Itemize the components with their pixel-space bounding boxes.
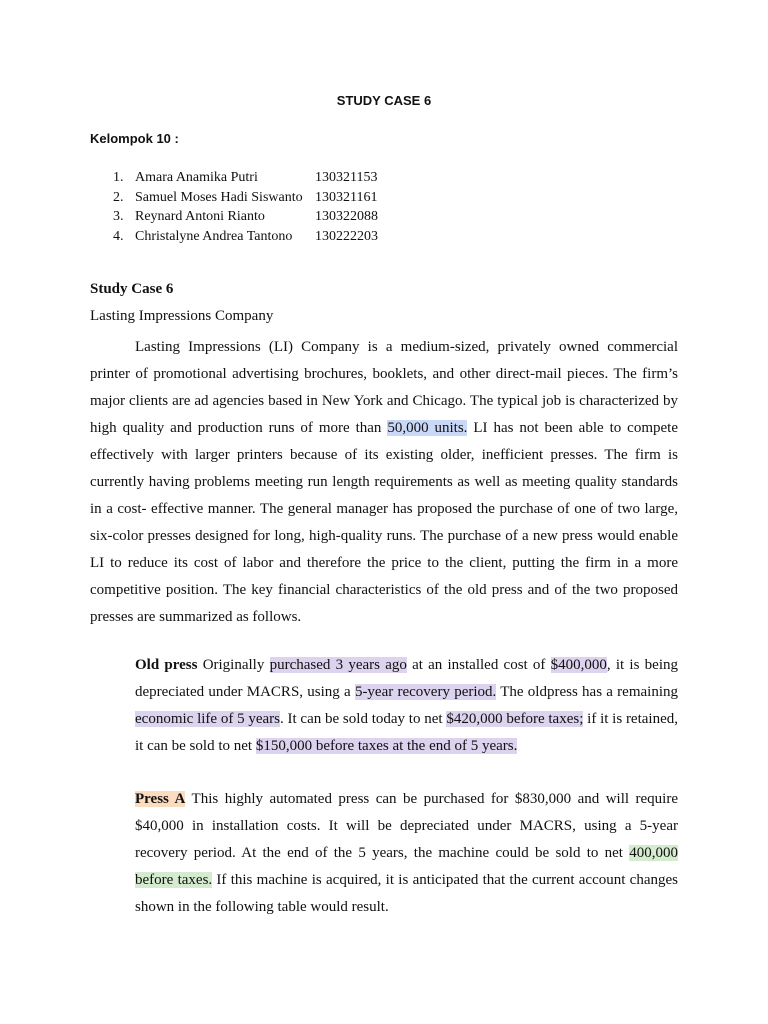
member-number: 1. xyxy=(113,170,124,185)
old-press-text: Originally xyxy=(197,657,270,673)
member-list xyxy=(113,168,378,246)
highlight-purchased: purchased 3 years ago xyxy=(269,657,407,673)
member-name: Amara Anamika Putri xyxy=(135,170,258,185)
company-name: Lasting Impressions Company xyxy=(90,308,274,324)
member-id: 130321161 xyxy=(315,189,378,205)
member-number: 2. xyxy=(113,189,124,205)
member-row xyxy=(113,168,378,188)
member-row xyxy=(113,188,378,208)
member-row xyxy=(113,207,378,227)
highlight-installed-cost: $400,000 xyxy=(550,657,607,673)
intro-paragraph xyxy=(90,334,678,631)
old-press-paragraph xyxy=(135,652,678,760)
highlight-recovery-period: 5-year recovery period. xyxy=(354,684,497,700)
document-title: STUDY CASE 6 xyxy=(336,93,432,108)
member-id: 130321153 xyxy=(315,170,378,185)
member-name: Samuel Moses Hadi Siswanto xyxy=(135,189,303,205)
old-press-text: The oldpress has a remaining xyxy=(496,684,678,700)
press-a-label: Press A xyxy=(135,791,186,807)
member-name: Reynard Antoni Rianto xyxy=(135,209,265,224)
group-label: Kelompok 10 : xyxy=(90,131,179,146)
press-a-paragraph xyxy=(135,786,678,921)
old-press-text: at an installed cost of xyxy=(406,657,551,673)
intro-text-cont: LI has not been able to compete effectively with larger printers because of its existing older, inefficient presses. The firm is currently having problems meeting run length requirements as well as meeting quality standards in a cost- effective manner. The general manager has proposed the purchase of one of two large, six-color presses designed for long, high-quality runs. The purchase of a new press would enable LI to reduce its cost of labor and therefore the price to the client, putting the firm in a more competitive position. The key financial characteristics of the old press and of the two proposed presses are summarized as follows. xyxy=(90,420,678,625)
highlight-sale-today: $420,000 before taxes; xyxy=(446,711,584,727)
old-press-label: Old press xyxy=(135,657,198,673)
intro-text: Lasting Impressions (LI) Company is a medium-sized, privately owned commercial printer of promotional advertising brochures, booklets, and other direct-mail pieces. The firm’s major clients are ad agencies based in New York and Chicago. The typical job is characterized by high quality and production runs of more than xyxy=(90,339,678,436)
member-row xyxy=(113,227,378,247)
highlight-sale-end: $150,000 before taxes at the end of 5 years. xyxy=(255,738,518,754)
member-name: Christalyne Andrea Tantono xyxy=(135,228,293,244)
highlight-press-a-sale: 400,000 before taxes. xyxy=(135,845,678,888)
section-heading: Study Case 6 xyxy=(90,281,174,297)
press-a-text: If this machine is acquired, it is anticipated that the current account changes shown in the following table would result. xyxy=(135,872,678,915)
member-number: 3. xyxy=(113,209,124,224)
press-a-text: This highly automated press can be purchased for $830,000 and will require $40,000 in installation costs. It will be depreciated under MACRS, using a 5-year recovery period. At the end of the 5 years, the machine could be sold to net xyxy=(135,791,678,861)
member-id: 130322088 xyxy=(315,209,378,224)
old-press-text: if it is retained, it can be sold to net xyxy=(135,711,678,754)
member-id: 130222203 xyxy=(315,228,378,244)
highlight-economic-life: economic life of 5 years xyxy=(135,711,280,727)
old-press-text: , it is being depreciated under MACRS, using a xyxy=(135,657,678,700)
old-press-text: . It can be sold today to net xyxy=(280,711,447,727)
member-number: 4. xyxy=(113,228,124,244)
highlight-units: 50,000 units. xyxy=(387,420,468,436)
